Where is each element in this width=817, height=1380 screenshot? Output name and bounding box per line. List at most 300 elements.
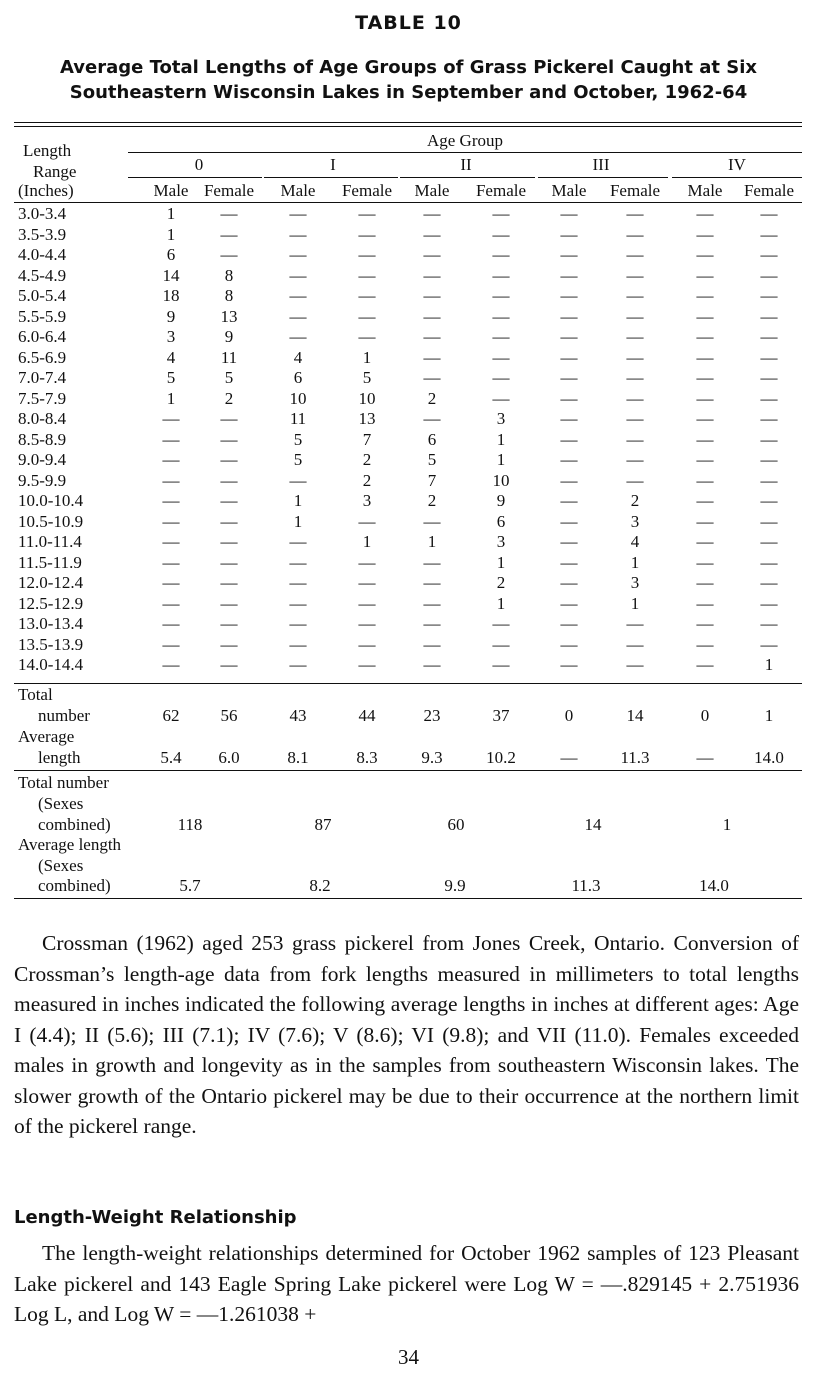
length-range-cell: 10.0-10.4 [18, 491, 84, 510]
table-cell: — [626, 327, 644, 346]
table-cell: 7 [427, 470, 437, 490]
table-cell: — [626, 634, 644, 654]
table-cell: — [220, 245, 238, 264]
table-cell: — [626, 470, 644, 490]
table-cell: — [626, 450, 644, 469]
table-cell: — [423, 409, 441, 428]
length-range-cell: 5.5-5.9 [18, 306, 67, 326]
table-cell: 14 [162, 265, 180, 285]
table-cell: — [696, 593, 714, 613]
age-column-header: II [460, 155, 472, 174]
summary-rule [14, 770, 802, 771]
table-cell: 1 [293, 491, 303, 510]
length-range-cell: 11.5-11.9 [18, 552, 82, 572]
table-cell: — [626, 409, 644, 428]
table-cell: — [560, 347, 578, 367]
total-number-cell: 44 [358, 706, 376, 725]
table-cell: — [696, 388, 714, 408]
table-cell: — [162, 491, 180, 510]
table-cell: — [626, 614, 644, 633]
table-cell: 2 [224, 388, 234, 408]
sex-column-header: Female [341, 181, 393, 200]
average-combined-label: (Sexes [38, 856, 84, 875]
table-cell: — [358, 224, 376, 244]
table-cell: 11 [220, 347, 238, 367]
table-cell: — [220, 450, 238, 469]
table-cell: — [162, 593, 180, 613]
age-span-rule [538, 177, 668, 178]
table-cell: — [423, 327, 441, 346]
table-cell: 1 [630, 593, 640, 613]
table-cell: — [560, 450, 578, 469]
table-cell: — [162, 634, 180, 654]
table-cell: 3 [496, 409, 506, 428]
table-cell: — [358, 511, 376, 531]
table-cell: 4 [630, 532, 640, 551]
table-cell: — [289, 532, 307, 551]
table-cell: — [423, 265, 441, 285]
length-range-cell: 12.0-12.4 [18, 573, 84, 592]
age-group-header: Age Group [426, 131, 503, 150]
table-cell: 3 [166, 327, 176, 346]
table-cell: — [423, 347, 441, 367]
table-cell: 2 [496, 573, 506, 592]
average-combined-cell: 8.2 [309, 876, 331, 895]
table-cell: — [696, 409, 714, 428]
table-cell: — [220, 511, 238, 531]
table-cell: — [220, 532, 238, 551]
table-cell: — [492, 655, 510, 674]
table-cell: — [560, 204, 578, 223]
average-length-cell: 5.4 [160, 748, 182, 767]
table-cell: — [289, 245, 307, 264]
caption-line-1: Average Total Lengths of Age Groups of Grass Pickerel Caught at Six [60, 57, 757, 78]
table-cell: 2 [630, 491, 640, 510]
table-cell: — [220, 491, 238, 510]
sex-column-header: Male [280, 181, 316, 200]
table-cell: — [358, 265, 376, 285]
table-cell: — [696, 511, 714, 531]
table-cell: — [696, 552, 714, 572]
table-cell: — [560, 655, 578, 674]
table-cell: — [289, 306, 307, 326]
table-cell: — [492, 614, 510, 633]
table-bottom-rule [14, 898, 802, 899]
table-cell: — [162, 532, 180, 551]
age-span-rule [128, 177, 262, 178]
table-cell: — [289, 286, 307, 305]
table-cell: 10 [289, 388, 307, 408]
table-cell: — [289, 265, 307, 285]
table-cell: — [696, 470, 714, 490]
table-cell: 9 [496, 491, 506, 510]
table-cell: — [560, 634, 578, 654]
table-cell: — [696, 306, 714, 326]
length-range-cell: 3.0-3.4 [18, 204, 67, 223]
table-cell: 1 [362, 532, 372, 551]
table-cell: — [220, 470, 238, 490]
total-number-cell: 0 [700, 706, 710, 725]
table-cell: — [220, 409, 238, 428]
table-cell: 1 [496, 552, 506, 572]
table-cell: 2 [362, 450, 372, 469]
total-combined-cell: 14 [584, 815, 602, 834]
table-cell: — [626, 655, 644, 674]
table-cell: 7 [362, 429, 372, 449]
table-cell: — [760, 552, 778, 572]
sex-column-header: Female [609, 181, 661, 200]
table-cell: 1 [496, 429, 506, 449]
table-cell: 5 [293, 450, 303, 469]
table-cell: — [560, 409, 578, 428]
table-cell: — [760, 532, 778, 551]
average-length-cell: 8.3 [356, 748, 378, 767]
table-cell: 11 [289, 409, 307, 428]
table-cell: — [492, 265, 510, 285]
table-cell: — [696, 655, 714, 674]
age-span-rule [264, 177, 398, 178]
table-cell: — [696, 265, 714, 285]
table-cell: — [696, 347, 714, 367]
table-cell: — [696, 286, 714, 305]
section-heading: Length-Weight Relationship [14, 1207, 297, 1228]
table-cell: — [696, 429, 714, 449]
table-cell: — [760, 388, 778, 408]
length-range-cell: 6.5-6.9 [18, 347, 67, 367]
table-cell: 13 [358, 409, 376, 428]
sex-column-header: Male [551, 181, 587, 200]
table-cell: 4 [293, 347, 303, 367]
table-cell: — [358, 286, 376, 305]
table-cell: — [626, 286, 644, 305]
table-cell: — [626, 347, 644, 367]
table-cell: — [492, 224, 510, 244]
table-cell: — [358, 614, 376, 633]
table-cell: — [289, 204, 307, 223]
length-range-cell: 4.5-4.9 [18, 265, 67, 285]
length-range-cell: 9.0-9.4 [18, 450, 67, 469]
total-number-cell: 43 [289, 706, 307, 725]
table-cell: 10 [358, 388, 376, 408]
table-cell: — [220, 614, 238, 633]
length-range-cell: 7.5-7.9 [18, 388, 67, 408]
length-range-cell: 7.0-7.4 [18, 368, 67, 387]
table-cell: — [162, 511, 180, 531]
table-cell: — [289, 470, 307, 490]
table-cell: — [560, 388, 578, 408]
sex-column-header: Male [687, 181, 723, 200]
average-combined-label: Average length [18, 835, 122, 854]
total-number-label: number [38, 706, 90, 725]
table-cell: 1 [764, 655, 774, 674]
length-range-cell: 12.5-12.9 [18, 593, 84, 613]
length-range-cell: 11.0-11.4 [18, 532, 82, 551]
table-cell: 9 [224, 327, 234, 346]
table-cell: — [162, 470, 180, 490]
length-range-cell: 13.0-13.4 [18, 614, 84, 633]
table-cell: — [220, 655, 238, 674]
table-cell: — [696, 245, 714, 264]
table-cell: — [423, 204, 441, 223]
table-cell: — [696, 614, 714, 633]
table-cell: — [289, 573, 307, 592]
age-span-rule [400, 177, 535, 178]
table-cell: — [696, 204, 714, 223]
table-cell: 9 [166, 306, 176, 326]
table-cell: — [760, 306, 778, 326]
total-number-cell: 56 [220, 706, 238, 725]
table-cell: — [560, 429, 578, 449]
table-cell: 1 [166, 224, 176, 244]
total-number-cell: 0 [564, 706, 574, 725]
table-cell: — [289, 327, 307, 346]
table-cell: — [423, 286, 441, 305]
table-cell: — [696, 327, 714, 346]
total-number-cell: 62 [162, 706, 180, 725]
table-cell: — [560, 286, 578, 305]
table-cell: — [162, 409, 180, 428]
table-cell: — [162, 429, 180, 449]
average-combined-cell: 11.3 [571, 876, 601, 895]
table-cell: 8 [224, 286, 234, 305]
length-range-cell: 9.5-9.9 [18, 470, 67, 490]
table-cell: — [760, 573, 778, 592]
table-cell: — [696, 224, 714, 244]
table-cell: — [560, 511, 578, 531]
table-cell: — [423, 511, 441, 531]
table-cell: — [760, 470, 778, 490]
table-cell: — [626, 265, 644, 285]
table-cell: — [696, 634, 714, 654]
table-cell: 5 [427, 450, 437, 469]
table-cell: — [358, 306, 376, 326]
table-cell: — [760, 204, 778, 223]
length-range-cell: 14.0-14.4 [18, 655, 84, 674]
average-length-cell: 14.0 [754, 748, 784, 767]
length-range-cell: 8.0-8.4 [18, 409, 67, 428]
sex-column-header: Female [475, 181, 527, 200]
table-cell: — [358, 204, 376, 223]
age-group-rule [128, 152, 802, 153]
table-cell: — [760, 409, 778, 428]
table-cell: — [492, 306, 510, 326]
average-combined-cell: 5.7 [179, 876, 201, 895]
table-cell: — [696, 532, 714, 551]
table-cell: 1 [630, 552, 640, 572]
table-cell: — [220, 552, 238, 572]
table-cell: — [492, 634, 510, 654]
table-cell: — [760, 429, 778, 449]
table-cell: — [696, 450, 714, 469]
length-range-cell: 4.0-4.4 [18, 245, 67, 264]
average-combined-cell: 14.0 [699, 876, 729, 895]
table-cell: — [220, 224, 238, 244]
table-cell: — [626, 368, 644, 387]
table-cell: — [423, 634, 441, 654]
table-cell: — [492, 245, 510, 264]
body-paragraph-1: Crossman (1962) aged 253 grass pickerel from Jones Creek, Ontario. Conversion of Crossman’s length-age data from fork lengths measured in millimeters to total lengths measured in inches indicated the following average lengths in inches at different ages: Age I (4.4); II (5.6); III (7.1); IV (7.6); V (8.6); VI (9.8); and VII (11.0). Females exceeded males in growth and longevity as in the samples from southeastern Wisconsin lakes. The slower growth of the Ontario pickerel may be due to their occurrence at the northern limit of the pickerel range. [14, 931, 799, 1138]
table-cell: — [560, 470, 578, 490]
table-cell: — [220, 634, 238, 654]
table-cell: — [560, 573, 578, 592]
total-number-cell: 14 [626, 706, 644, 725]
table-cell: — [220, 593, 238, 613]
table-cell: — [162, 655, 180, 674]
table-cell: — [423, 368, 441, 387]
table-cell: 2 [362, 470, 372, 490]
length-range-cell: 10.5-10.9 [18, 511, 84, 531]
table-caption [0, 55, 817, 105]
table-cell: — [162, 552, 180, 572]
age-column-header: IV [728, 155, 746, 174]
table-cell: — [626, 204, 644, 223]
table-cell: — [423, 593, 441, 613]
table-cell: — [162, 450, 180, 469]
table-cell: — [423, 224, 441, 244]
length-range-cell: 13.5-13.9 [18, 634, 84, 654]
table-cell: — [626, 306, 644, 326]
sex-column-header: Female [203, 181, 255, 200]
table-cell: — [358, 655, 376, 674]
table-cell: 3 [362, 491, 372, 510]
total-combined-label: combined) [38, 815, 111, 834]
caption-line-2: Southeastern Wisconsin Lakes in September and October, 1962-64 [69, 82, 748, 103]
table-cell: — [289, 552, 307, 572]
table-cell: — [626, 245, 644, 264]
total-number-cell: 37 [492, 706, 510, 725]
table-cell: — [492, 368, 510, 387]
length-range-cell: 8.5-8.9 [18, 429, 67, 449]
total-combined-cell: 118 [177, 815, 203, 834]
table-cell: — [358, 327, 376, 346]
table-cell: 13 [220, 306, 238, 326]
table-cell: — [560, 327, 578, 346]
table-cell: 10 [492, 470, 510, 490]
table-cell: — [289, 655, 307, 674]
table-cell: 1 [496, 450, 506, 469]
table-top-rule-2 [14, 126, 802, 127]
table-cell: — [696, 368, 714, 387]
age-span-rule [672, 177, 802, 178]
table-cell: — [696, 573, 714, 592]
table-cell: — [560, 368, 578, 387]
average-length-cell: 9.3 [421, 748, 443, 767]
sex-column-header: Male [153, 181, 189, 200]
table-cell: — [760, 224, 778, 244]
table-cell: — [760, 450, 778, 469]
table-cell: — [760, 634, 778, 654]
table-cell: 5 [166, 368, 176, 387]
table-cell: — [760, 347, 778, 367]
table-cell: — [492, 388, 510, 408]
table-cell: — [560, 224, 578, 244]
table-cell: — [560, 245, 578, 264]
length-range-cell: 3.5-3.9 [18, 224, 67, 244]
table-cell: — [220, 429, 238, 449]
table-cell: 3 [630, 573, 640, 592]
table-cell: — [492, 204, 510, 223]
table-cell: 6 [496, 511, 506, 531]
stub-header-line: Length [23, 141, 72, 160]
average-length-cell: 8.1 [287, 748, 309, 767]
body-paragraph-2: The length-weight relationships determined for October 1962 samples of 123 Pleasant Lake pickerel and 143 Eagle Spring Lake pickerel were Log W = —.829145 + 2.751936 Log L, and Log W = —1.261038 + [14, 1241, 799, 1326]
table-cell: — [760, 327, 778, 346]
table-cell: — [560, 265, 578, 285]
table-cell: 1 [293, 511, 303, 531]
table-cell: 5 [224, 368, 234, 387]
table-cell: — [423, 614, 441, 633]
table-cell: — [220, 204, 238, 223]
average-length-cell: 10.2 [486, 748, 516, 767]
average-length-cell: — [696, 748, 714, 767]
page-number: 34 [398, 1345, 419, 1369]
average-length-label: length [38, 748, 81, 767]
age-column-header: 0 [194, 155, 204, 174]
total-number-cell: 23 [423, 706, 441, 725]
table-cell: — [358, 552, 376, 572]
table-top-rule [14, 122, 802, 123]
table-cell: — [560, 491, 578, 510]
table-cell: — [560, 552, 578, 572]
table-label: TABLE 10 [355, 12, 462, 34]
table-cell: — [289, 614, 307, 633]
table-cell: — [626, 388, 644, 408]
table-cell: — [760, 368, 778, 387]
average-combined-label: combined) [38, 876, 111, 895]
table-cell: — [760, 511, 778, 531]
average-length-cell: 11.3 [620, 748, 650, 767]
table-cell: — [289, 634, 307, 654]
table-cell: — [760, 286, 778, 305]
length-range-cell: 6.0-6.4 [18, 327, 67, 346]
table-cell: 5 [293, 429, 303, 449]
table-cell: — [760, 491, 778, 510]
table-cell: — [423, 552, 441, 572]
table-cell: — [560, 306, 578, 326]
table-cell: — [358, 245, 376, 264]
total-combined-cell: 87 [314, 815, 332, 834]
table-cell: 2 [427, 388, 437, 408]
total-combined-label: (Sexes [38, 794, 84, 813]
table-cell: 6 [293, 368, 303, 387]
table-cell: 6 [427, 429, 437, 449]
table-cell: 5 [362, 368, 372, 387]
table-cell: — [492, 327, 510, 346]
age-column-header: I [330, 155, 336, 174]
table-cell: 1 [427, 532, 437, 551]
total-combined-cell: 1 [722, 815, 732, 834]
table-cell: — [560, 614, 578, 633]
body-bottom-rule [14, 683, 802, 684]
table-cell: — [162, 573, 180, 592]
table-cell: — [492, 347, 510, 367]
table-cell: 8 [224, 265, 234, 285]
sex-column-header: Male [414, 181, 450, 200]
table-cell: — [626, 224, 644, 244]
table-cell: — [760, 614, 778, 633]
table-cell: — [289, 593, 307, 613]
total-combined-label: Total number [18, 773, 109, 792]
table-cell: 4 [166, 347, 176, 367]
table-cell: — [220, 573, 238, 592]
sex-column-header: Female [743, 181, 795, 200]
average-combined-cell: 9.9 [444, 876, 466, 895]
table-cell: — [423, 573, 441, 592]
table-cell: 2 [427, 491, 437, 510]
table-cell: 1 [166, 388, 176, 408]
table-cell: — [423, 655, 441, 674]
total-number-cell: 1 [764, 706, 774, 725]
